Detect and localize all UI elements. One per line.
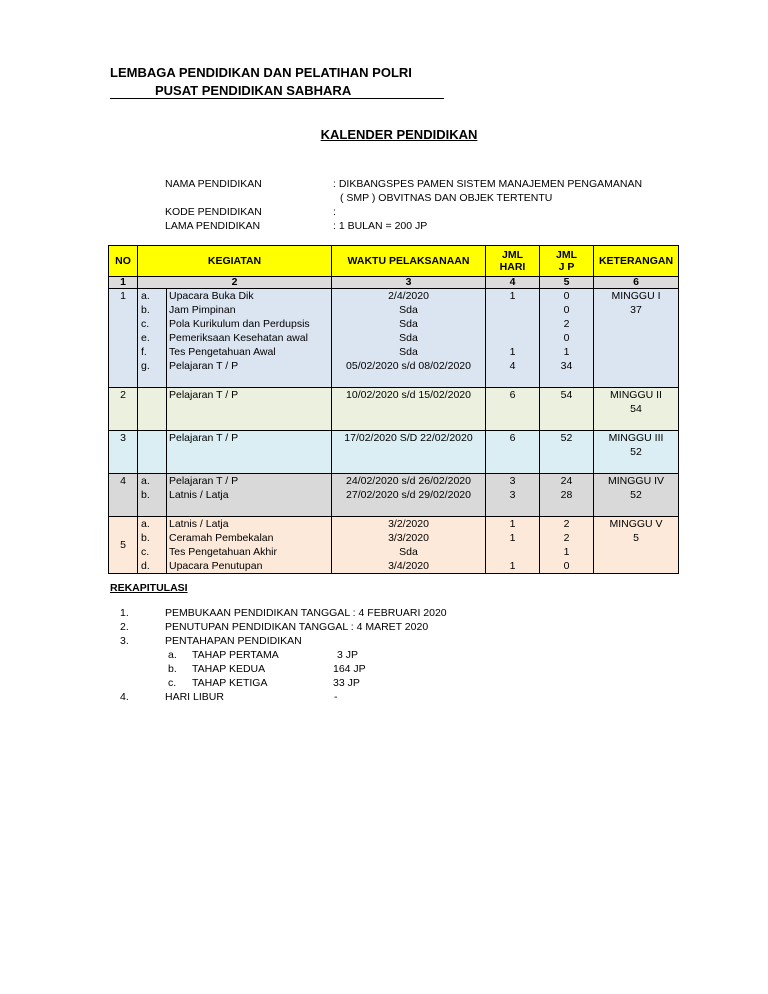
- header-no: NO: [109, 246, 138, 277]
- keterangan-week: MINGGU III: [608, 432, 664, 444]
- waktu-text: 24/02/2020 s/d 26/02/2020: [346, 475, 471, 487]
- kode-label: KODE PENDIDIKAN: [165, 206, 262, 218]
- item-letter: e.: [141, 332, 150, 344]
- table-row: [109, 474, 679, 517]
- item-letter: c.: [141, 318, 150, 330]
- item-letter: a.: [141, 475, 150, 487]
- rekap-num: 3.: [120, 635, 129, 647]
- column-number-row: [109, 277, 679, 289]
- keterangan-jp: 5: [633, 532, 639, 544]
- nama-label: NAMA PENDIDIKAN: [165, 178, 262, 190]
- rekap-text: PENUTUPAN PENDIDIKAN TANGGAL : 4 MARET 2020: [165, 621, 429, 633]
- waktu-text: 3/4/2020: [388, 560, 429, 572]
- jp-value: 24: [560, 475, 573, 487]
- jp-value: 1: [563, 546, 570, 558]
- hari-value: 3: [509, 475, 516, 487]
- item-letter: c.: [141, 546, 150, 558]
- col-num-2: 2: [138, 277, 332, 289]
- calendar-table: [108, 245, 679, 574]
- hari-value: 1: [509, 290, 516, 302]
- header-kegiatan: KEGIATAN: [138, 246, 332, 277]
- item-letter: a.: [141, 518, 150, 530]
- waktu-text: 3/3/2020: [388, 532, 429, 544]
- header-waktu: WAKTU PELAKSANAAN: [332, 246, 486, 277]
- tahap-label: TAHAP KEDUA: [192, 663, 266, 675]
- table-row: [109, 431, 679, 474]
- row-no: 2: [120, 389, 126, 401]
- kegiatan-text: Tes Pengetahuan Awal: [169, 346, 276, 358]
- item-letter: d.: [141, 560, 150, 572]
- jp-value: 54: [560, 389, 573, 401]
- hari-value: [486, 317, 539, 331]
- hari-value: 1: [509, 560, 516, 572]
- kegiatan-text: Tes Pengetahuan Akhir: [169, 546, 277, 558]
- jp-value: 2: [563, 532, 570, 544]
- item-letter: b.: [141, 304, 150, 316]
- rekap-text: PENTAHAPAN PENDIDIKAN: [165, 635, 302, 647]
- item-letter: a.: [141, 290, 150, 302]
- tahap-letter: b.: [168, 663, 177, 675]
- keterangan-week: MINGGU IV: [607, 475, 664, 487]
- col-num-6: 6: [594, 277, 679, 289]
- lama-value: : 1 BULAN = 200 JP: [333, 220, 428, 232]
- table-row: [109, 289, 679, 388]
- col-num-5: 5: [540, 277, 594, 289]
- col-num-4: 4: [486, 277, 540, 289]
- header-jml-hari: JML HARI: [486, 246, 540, 277]
- waktu-text: Sda: [399, 346, 418, 358]
- hari-value: [486, 545, 539, 559]
- waktu-text: 2/4/2020: [388, 290, 429, 302]
- tahap-value: 164 JP: [333, 663, 366, 675]
- item-letter: [138, 388, 166, 402]
- nama-value-2: ( SMP ) OBVITNAS DAN OBJEK TERTENTU: [340, 192, 553, 204]
- row-no: 5: [120, 539, 126, 551]
- hari-value: 4: [509, 360, 516, 372]
- institution-name: LEMBAGA PENDIDIKAN DAN PELATIHAN POLRI: [110, 65, 412, 80]
- kegiatan-text: Pelajaran T / P: [169, 475, 239, 487]
- keterangan-jp: 37: [630, 304, 642, 316]
- row-no: 3: [120, 432, 126, 444]
- kegiatan-text: Pelajaran T / P: [169, 389, 239, 401]
- kegiatan-text: Upacara Penutupan: [169, 560, 263, 572]
- col-num-3: 3: [332, 277, 486, 289]
- tahap-letter: c.: [168, 677, 177, 689]
- jp-value: 0: [563, 290, 570, 302]
- item-letter: [138, 431, 166, 445]
- rekap-text: PEMBUKAAN PENDIDIKAN TANGGAL : 4 FEBRUARI 2020: [165, 607, 447, 619]
- waktu-text: 17/02/2020 S/D 22/02/2020: [344, 432, 473, 444]
- jp-value: 28: [560, 489, 573, 501]
- header-keterangan: KETERANGAN: [594, 246, 679, 277]
- row-no: 4: [120, 475, 126, 487]
- institution-subname: PUSAT PENDIDIKAN SABHARA: [110, 83, 444, 99]
- jp-value: 52: [560, 432, 573, 444]
- hari-value: [486, 331, 539, 345]
- keterangan-week: MINGGU I: [611, 290, 661, 302]
- keterangan-week: MINGGU V: [609, 518, 663, 530]
- hari-value: 6: [509, 432, 516, 444]
- item-letter: b.: [141, 532, 150, 544]
- tahap-value: 33 JP: [333, 677, 360, 689]
- waktu-text: 10/02/2020 s/d 15/02/2020: [346, 389, 471, 401]
- hari-value: 1: [509, 346, 516, 358]
- kegiatan-text: Pelajaran T / P: [169, 432, 239, 444]
- lama-label: LAMA PENDIDIKAN: [165, 220, 261, 232]
- table-row: [109, 388, 679, 431]
- jp-value: 1: [563, 346, 570, 358]
- rekap-text: HARI LIBUR: [165, 691, 224, 703]
- hari-libur-value: -: [334, 691, 338, 703]
- rekap-title: REKAPITULASI: [110, 582, 188, 594]
- kegiatan-text: Upacara Buka Dik: [169, 290, 254, 302]
- table-row: [109, 517, 679, 574]
- tahap-label: TAHAP PERTAMA: [192, 649, 279, 661]
- page-title: KALENDER PENDIDIKAN: [320, 127, 478, 142]
- waktu-text: Sda: [399, 318, 418, 330]
- kode-value: :: [333, 206, 336, 218]
- jp-value: 34: [560, 360, 573, 372]
- item-letter: b.: [141, 489, 150, 501]
- item-letter: f.: [141, 346, 147, 358]
- hari-value: 1: [509, 518, 516, 530]
- hari-value: 6: [509, 389, 516, 401]
- hari-value: [486, 303, 539, 317]
- tahap-label: TAHAP KETIGA: [192, 677, 268, 689]
- waktu-text: Sda: [399, 304, 418, 316]
- kegiatan-text: Latnis / Latja: [169, 518, 229, 530]
- waktu-text: 27/02/2020 s/d 29/02/2020: [346, 489, 471, 501]
- kegiatan-text: Latnis / Latja: [169, 489, 229, 501]
- row-no: 1: [120, 290, 126, 302]
- col-num-1: 1: [109, 277, 138, 289]
- waktu-text: 05/02/2020 s/d 08/02/2020: [346, 360, 471, 372]
- waktu-text: 3/2/2020: [388, 518, 429, 530]
- item-letter: g.: [141, 360, 150, 372]
- rekap-num: 1.: [120, 607, 129, 619]
- jp-value: 2: [563, 318, 570, 330]
- jp-value: 0: [563, 332, 570, 344]
- waktu-text: Sda: [399, 546, 418, 558]
- keterangan-jp: 52: [630, 489, 642, 501]
- keterangan-jp: 52: [630, 446, 642, 458]
- hari-value: 3: [509, 489, 516, 501]
- kegiatan-text: Jam Pimpinan: [169, 304, 236, 316]
- kegiatan-text: Ceramah Pembekalan: [169, 532, 274, 544]
- jp-value: 2: [563, 518, 570, 530]
- keterangan-week: MINGGU II: [610, 389, 662, 401]
- hari-value: 1: [509, 532, 516, 544]
- nama-value-1: : DIKBANGSPES PAMEN SISTEM MANAJEMEN PENGAMANAN: [333, 178, 643, 190]
- kegiatan-text: Pemeriksaan Kesehatan awal: [169, 332, 308, 344]
- jp-value: 0: [563, 304, 570, 316]
- kegiatan-text: Pelajaran T / P: [169, 360, 239, 372]
- rekap-num: 4.: [120, 691, 129, 703]
- kegiatan-text: Pola Kurikulum dan Perdupsis: [169, 318, 310, 330]
- keterangan-jp: 54: [630, 403, 642, 415]
- waktu-text: Sda: [399, 332, 418, 344]
- header-jml-jp: JML J P: [540, 246, 594, 277]
- tahap-value: 3 JP: [337, 649, 359, 661]
- tahap-letter: a.: [168, 649, 177, 661]
- jp-value: 0: [563, 560, 570, 572]
- rekap-num: 2.: [120, 621, 129, 633]
